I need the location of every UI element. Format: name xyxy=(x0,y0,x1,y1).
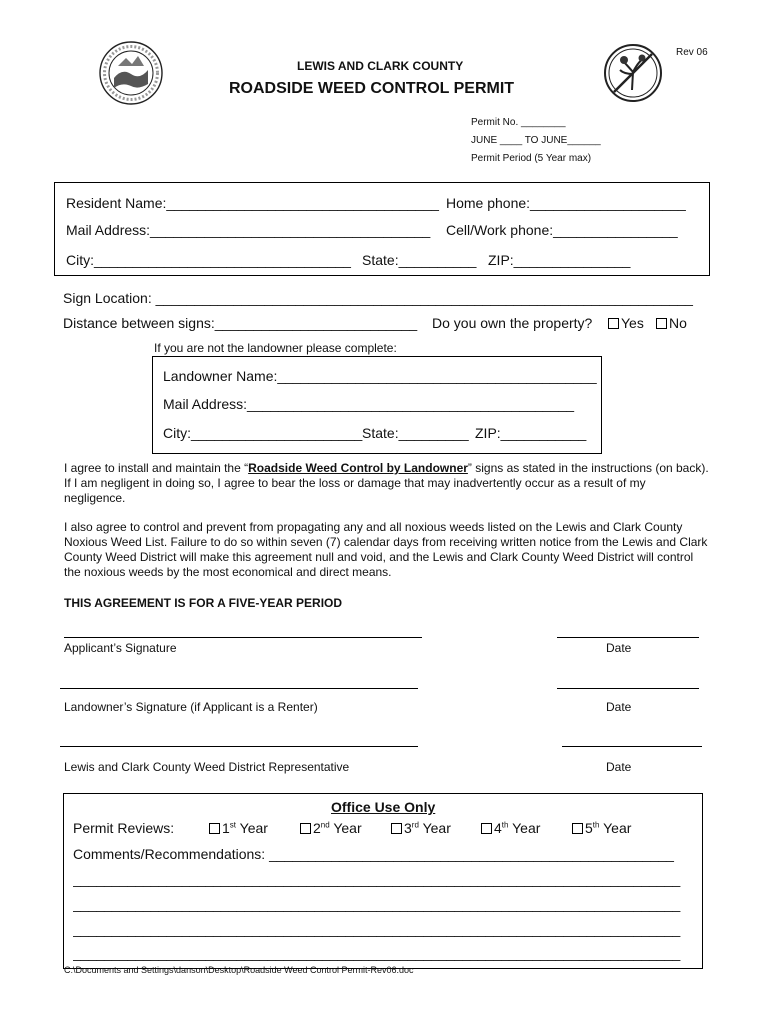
permit-june-range: JUNE ____ TO JUNE______ xyxy=(471,135,601,146)
county-seal xyxy=(98,40,164,106)
own-property-question: Do you own the property? xyxy=(432,315,593,331)
page-title: ROADSIDE WEED CONTROL PERMIT xyxy=(229,80,515,97)
landowner-date-line[interactable] xyxy=(557,688,699,689)
resident-name-field[interactable]: Resident Name:___________________________________ xyxy=(66,195,439,211)
landowner-city-field[interactable]: City:______________________ xyxy=(163,425,363,441)
home-phone-field[interactable]: Home phone:____________________ xyxy=(446,195,686,211)
resident-city-field[interactable]: City:_________________________________ xyxy=(66,252,351,268)
year-4-checkbox[interactable] xyxy=(481,823,492,834)
landowner-mail-field[interactable]: Mail Address:__________________________________________ xyxy=(163,396,575,412)
no-weed-icon xyxy=(602,42,664,104)
agreement-paragraph-1: I agree to install and maintain the “Roadside Weed Control by Landowner” signs as stated in the instructions (on back). If I am negligent in doing so, I agree to bear the loss or damage that may inadvertently occur as a result of my negligence. xyxy=(64,461,709,505)
landowner-state-field[interactable]: State:_________ xyxy=(362,425,469,441)
year-2-checkbox[interactable] xyxy=(300,823,311,834)
resident-mail-field[interactable]: Mail Address:____________________________________ xyxy=(66,222,431,238)
landowner-signature-line[interactable] xyxy=(60,688,418,689)
office-use-title: Office Use Only xyxy=(331,799,436,815)
applicant-date-label: Date xyxy=(606,641,632,655)
applicant-signature-line[interactable] xyxy=(64,637,422,638)
applicant-signature-label: Applicant’s Signature xyxy=(64,641,177,655)
year-1-checkbox[interactable] xyxy=(209,823,220,834)
representative-signature-label: Lewis and Clark County Weed District Representative xyxy=(64,760,350,774)
applicant-date-line[interactable] xyxy=(557,637,699,638)
county-heading: LEWIS AND CLARK COUNTY xyxy=(297,59,464,73)
yes-checkbox[interactable] xyxy=(608,318,619,329)
landowner-note: If you are not the landowner please complete: xyxy=(154,341,397,355)
permit-period: Permit Period (5 Year max) xyxy=(471,153,592,164)
roadside-weed-control-term: Roadside Weed Control by Landowner xyxy=(248,461,468,475)
year-3-checkbox[interactable] xyxy=(391,823,402,834)
review-year-4[interactable]: 4th Year xyxy=(481,820,540,836)
review-year-1[interactable]: 1st Year xyxy=(209,820,268,836)
representative-signature-line[interactable] xyxy=(60,746,418,747)
cell-phone-field[interactable]: Cell/Work phone:________________ xyxy=(446,222,678,238)
five-year-statement: THIS AGREEMENT IS FOR A FIVE-YEAR PERIOD xyxy=(64,596,343,610)
resident-state-field[interactable]: State:__________ xyxy=(362,252,477,268)
own-no-option[interactable]: No xyxy=(656,315,687,331)
sign-location-field[interactable]: Sign Location: _____________________________________________________________________ xyxy=(63,290,693,306)
comment-line[interactable]: ______________________________________________________________________________ xyxy=(73,945,681,961)
revision-label: Rev 06 xyxy=(676,47,708,58)
agreement-paragraph-2: I also agree to control and prevent from propagating any and all noxious weeds listed on the Lewis and Clark County Noxious Weed List. Failure to do so within seven (7) calendar days from receiving written notice from the Lewis and Clark County Weed District will make this agreement null and void, and the Lewis and Clark County Weed District will control the noxious weeds by the most economical and direct means. xyxy=(64,520,708,579)
permit-number: Permit No. ________ xyxy=(471,117,566,128)
landowner-signature-label: Landowner’s Signature (if Applicant is a Renter) xyxy=(64,700,318,714)
comments-field[interactable]: Comments/Recommendations: ____________________________________________________ xyxy=(73,846,674,862)
own-yes-option[interactable]: Yes xyxy=(608,315,644,331)
review-year-5[interactable]: 5th Year xyxy=(572,820,631,836)
representative-date-line[interactable] xyxy=(562,746,702,747)
landowner-zip-field[interactable]: ZIP:___________ xyxy=(475,425,587,441)
file-path-footer: C:\Documents and Settings\danson\Desktop\Roadside Weed Control Permit-Rev06.doc xyxy=(64,965,414,975)
resident-zip-field[interactable]: ZIP:_______________ xyxy=(488,252,631,268)
year-5-checkbox[interactable] xyxy=(572,823,583,834)
sign-distance-field[interactable]: Distance between signs:__________________________ xyxy=(63,315,418,331)
no-checkbox[interactable] xyxy=(656,318,667,329)
representative-date-label: Date xyxy=(606,760,632,774)
comment-line[interactable]: ______________________________________________________________________________ xyxy=(73,921,681,937)
comment-line[interactable]: ______________________________________________________________________________ xyxy=(73,896,681,912)
review-year-3[interactable]: 3rd Year xyxy=(391,820,451,836)
review-year-2[interactable]: 2nd Year xyxy=(300,820,362,836)
comment-line[interactable]: ______________________________________________________________________________ xyxy=(73,871,681,887)
landowner-date-label: Date xyxy=(606,700,632,714)
landowner-name-field[interactable]: Landowner Name:_________________________________________ xyxy=(163,368,597,384)
permit-reviews-label: Permit Reviews: xyxy=(73,820,175,836)
